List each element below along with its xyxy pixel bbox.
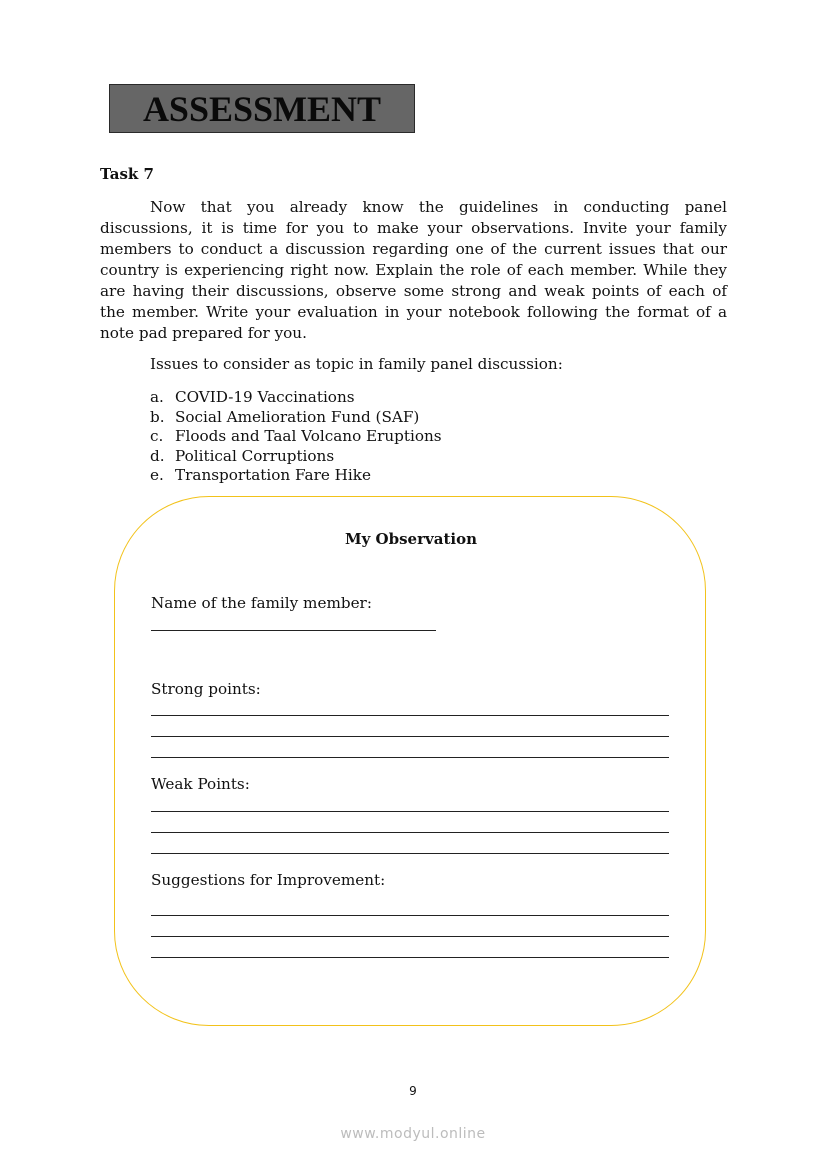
weak-points-line[interactable]: [151, 811, 669, 812]
strong-points-line[interactable]: [151, 715, 669, 716]
name-answer-line[interactable]: [151, 630, 436, 631]
issue-item: [150, 408, 442, 428]
suggestions-label: Suggestions for Improvement:: [151, 871, 386, 889]
banner-title: ASSESSMENT: [142, 88, 382, 129]
strong-points-label: Strong points:: [151, 680, 261, 698]
suggestions-line[interactable]: [151, 936, 669, 937]
issue-text: Transportation Fare Hike: [175, 466, 371, 485]
suggestions-line[interactable]: [151, 957, 669, 958]
issue-letter: c.: [150, 427, 164, 446]
strong-points-line[interactable]: [151, 757, 669, 758]
issue-text: COVID-19 Vaccinations: [175, 388, 355, 406]
issue-item: [150, 388, 442, 408]
name-label: Name of the family member:: [151, 594, 372, 612]
issue-item: [150, 447, 442, 467]
issue-text: Political Corruptions: [175, 446, 335, 465]
issue-item: [150, 427, 442, 447]
issues-list: [150, 388, 442, 486]
task-heading: Task 7: [100, 165, 154, 183]
issue-letter: d.: [150, 446, 165, 465]
suggestions-line[interactable]: [151, 915, 669, 916]
assessment-banner: [109, 84, 415, 133]
issue-letter: e.: [150, 466, 164, 485]
observation-notepad: [114, 496, 706, 1026]
watermark: www.modyul.online: [340, 1126, 486, 1142]
issue-letter: b.: [150, 407, 165, 426]
page-number: 9: [409, 1084, 417, 1098]
issues-intro: Issues to consider as topic in family panel discussion:: [150, 355, 563, 373]
strong-points-line[interactable]: [151, 736, 669, 737]
weak-points-line[interactable]: [151, 832, 669, 833]
issue-item: [150, 466, 442, 486]
issue-letter: a.: [150, 388, 164, 406]
weak-points-label: Weak Points:: [151, 775, 250, 793]
issue-text: Social Amelioration Fund (SAF): [175, 407, 420, 426]
notepad-title: My Observation: [345, 530, 477, 548]
task-instructions: Now that you already know the guidelines in conducting panel discussions, it is time for you to make your observations. Invite your family members to conduct a discussion regarding one of the current issues that our country is experiencing right now. Explain the role of each member. While they are having their discussions, observe some strong and weak points of each of the member. Write your evaluation in your notebook following the format of a note pad prepared for you.: [100, 198, 727, 342]
issue-text: Floods and Taal Volcano Eruptions: [175, 427, 442, 446]
weak-points-line[interactable]: [151, 853, 669, 854]
